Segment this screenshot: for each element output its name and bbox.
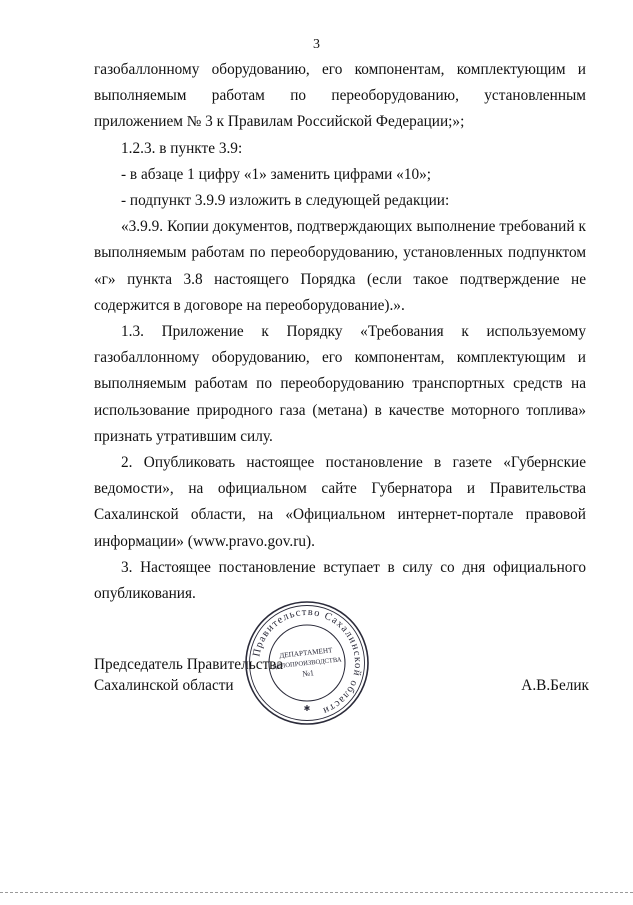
seal-inner-line1: ДЕПАРТАМЕНТ xyxy=(279,646,333,660)
signature-title-line1: Председатель Правительства xyxy=(94,656,283,673)
footer-divider xyxy=(0,892,633,893)
page-number: 3 xyxy=(313,37,320,52)
seal-star: ✱ xyxy=(303,704,311,713)
seal-inner-text xyxy=(271,645,343,681)
paragraph-item-1-2-3: 1.2.3. в пункте 3.9: xyxy=(121,139,243,157)
paragraph-item-1-3: 1.3. Приложение к Порядку «Требования к используемому газобаллонному оборудованию, его компонентам, комплектующим и выполняемым работам по переоборудованию транспортных средств на использование природного газа (метана) в качестве моторного топлива» признать утратившим силу. xyxy=(94,323,586,445)
seal-inner-line3: №1 xyxy=(301,668,315,679)
seal-inner-line2: ДЕЛОПРОИЗВОДСТВА xyxy=(272,656,342,671)
signature-title-line2: Сахалинской области xyxy=(94,677,234,694)
paragraph-quote-3-9-9: «3.9.9. Копии документов, подтверждающих выполнение требований к выполняемым работам по переоборудованию, установленных подпунктом «г» пункта 3.8 настоящего Порядка (если такое подтверждение не содержится в договоре на переоборудование).». xyxy=(94,218,586,314)
paragraph-dash-2: - подпункт 3.9.9 изложить в следующей редакции: xyxy=(121,192,450,210)
paragraph-item-3: 3. Настоящее постановление вступает в силу со дня официального опубликования. xyxy=(94,558,586,603)
seal-graphic xyxy=(244,600,370,726)
paragraph-continuation: газобаллонному оборудованию, его компонентам, комплектующим и выполняемым работам по переоборудованию, установленным приложением № 3 к Правилам Российской Федерации;»; xyxy=(94,61,586,131)
paragraph-item-2: 2. Опубликовать настоящее постановление в газете «Губернские ведомости», на официальном сайте Губернатора и Правительства Сахалинской области, на «Официальном интернет-портале правовой информации» (www.pravo.gov.ru). xyxy=(94,454,586,550)
seal-ring-text: Правительство Сахалинской области xyxy=(251,606,364,717)
signature-name: А.В.Белик xyxy=(521,677,589,694)
document-body xyxy=(94,57,586,607)
paragraph-dash-1: - в абзаце 1 цифру «1» заменить цифрами «10»; xyxy=(121,165,432,183)
official-seal-stamp xyxy=(244,600,370,726)
